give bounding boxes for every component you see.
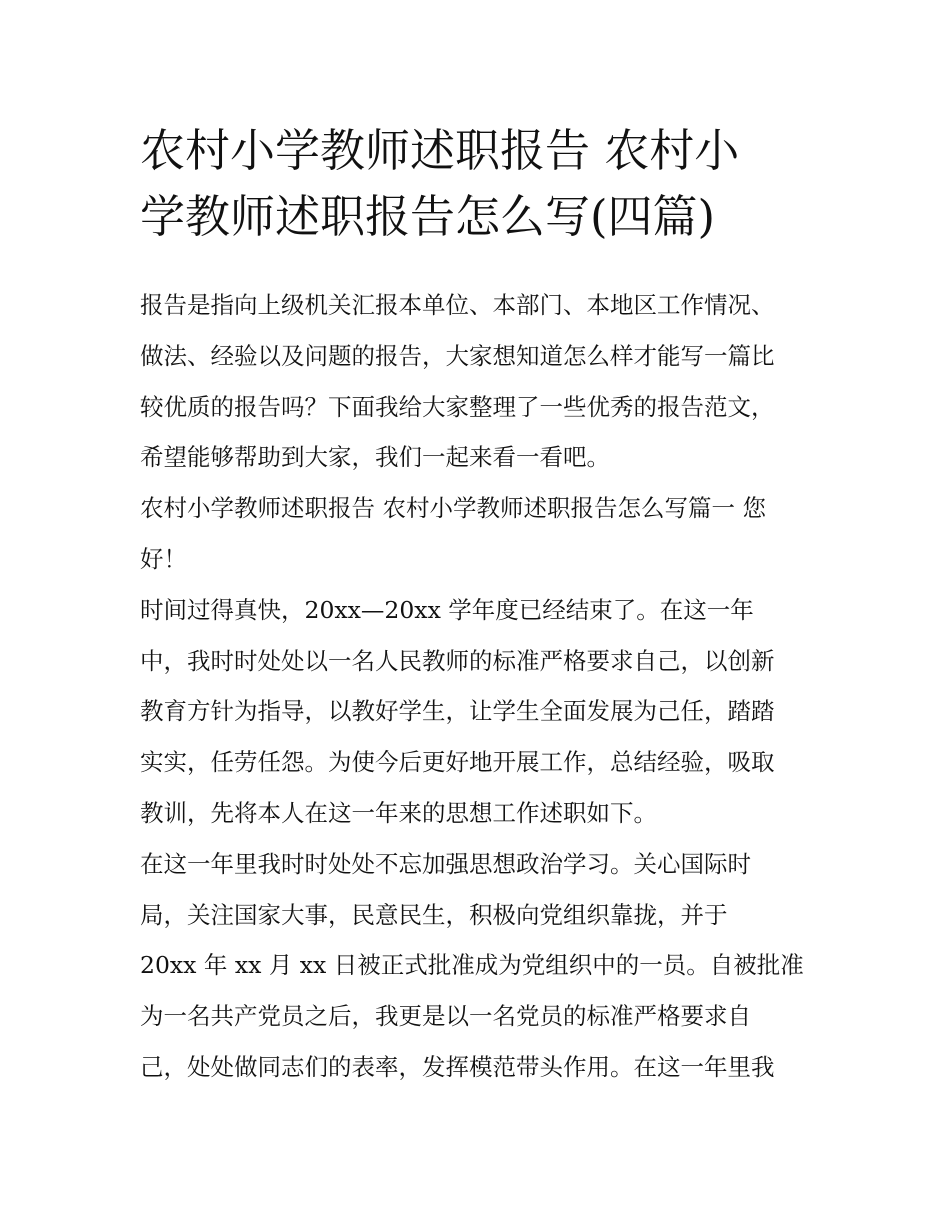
body-line: 20xx 年 xx 月 xx 日被正式批准成为党组织中的一员。自被批准 — [140, 951, 804, 980]
body-line: 实实，任劳任怨。为使今后更好地开展工作，总结经验，吸取 — [140, 748, 775, 777]
body-line: 报告是指向上级机关汇报本单位、本部门、本地区工作情况、 — [140, 291, 775, 319]
body-line: 中，我时时处处以一名人民教师的标准严格要求自己，以创新 — [140, 646, 775, 675]
title-line: 农村小学教师述职报告 农村小 — [140, 124, 740, 177]
body-line: 为一名共产党员之后，我更是以一名党员的标准严格要求自 — [140, 1002, 751, 1031]
body-line: 希望能够帮助到大家，我们一起来看一看吧。 — [140, 443, 610, 472]
body-line: 教育方针为指导，以教好学生，让学生全面发展为己任，踏踏 — [140, 697, 775, 726]
body-line: 做法、经验以及问题的报告，大家想知道怎么样才能写一篇比 — [140, 341, 775, 370]
body-line: 在这一年里我时时处处不忘加强思想政治学习。关心国际时 — [140, 849, 751, 878]
document-body — [140, 280, 820, 1093]
body-line: 教训，先将本人在这一年来的思想工作述职如下。 — [140, 798, 657, 827]
body-line: 时间过得真快，20xx—20xx 学年度已经结束了。在这一年 — [140, 595, 754, 624]
title-line: 学教师述职报告怎么写(四篇) — [140, 190, 716, 243]
body-line: 较优质的报告吗？下面我给大家整理了一些优秀的报告范文， — [140, 392, 775, 421]
body-line: 局，关注国家大事，民意民生，积极向党组织靠拢，并于 — [140, 900, 728, 929]
body-line: 好！ — [140, 544, 187, 573]
document-title — [140, 118, 820, 250]
body-line: 己，处处做同志们的表率，发挥模范带头作用。在这一年里我 — [140, 1052, 775, 1081]
body-line: 农村小学教师述职报告 农村小学教师述职报告怎么写篇一 您 — [140, 494, 766, 523]
